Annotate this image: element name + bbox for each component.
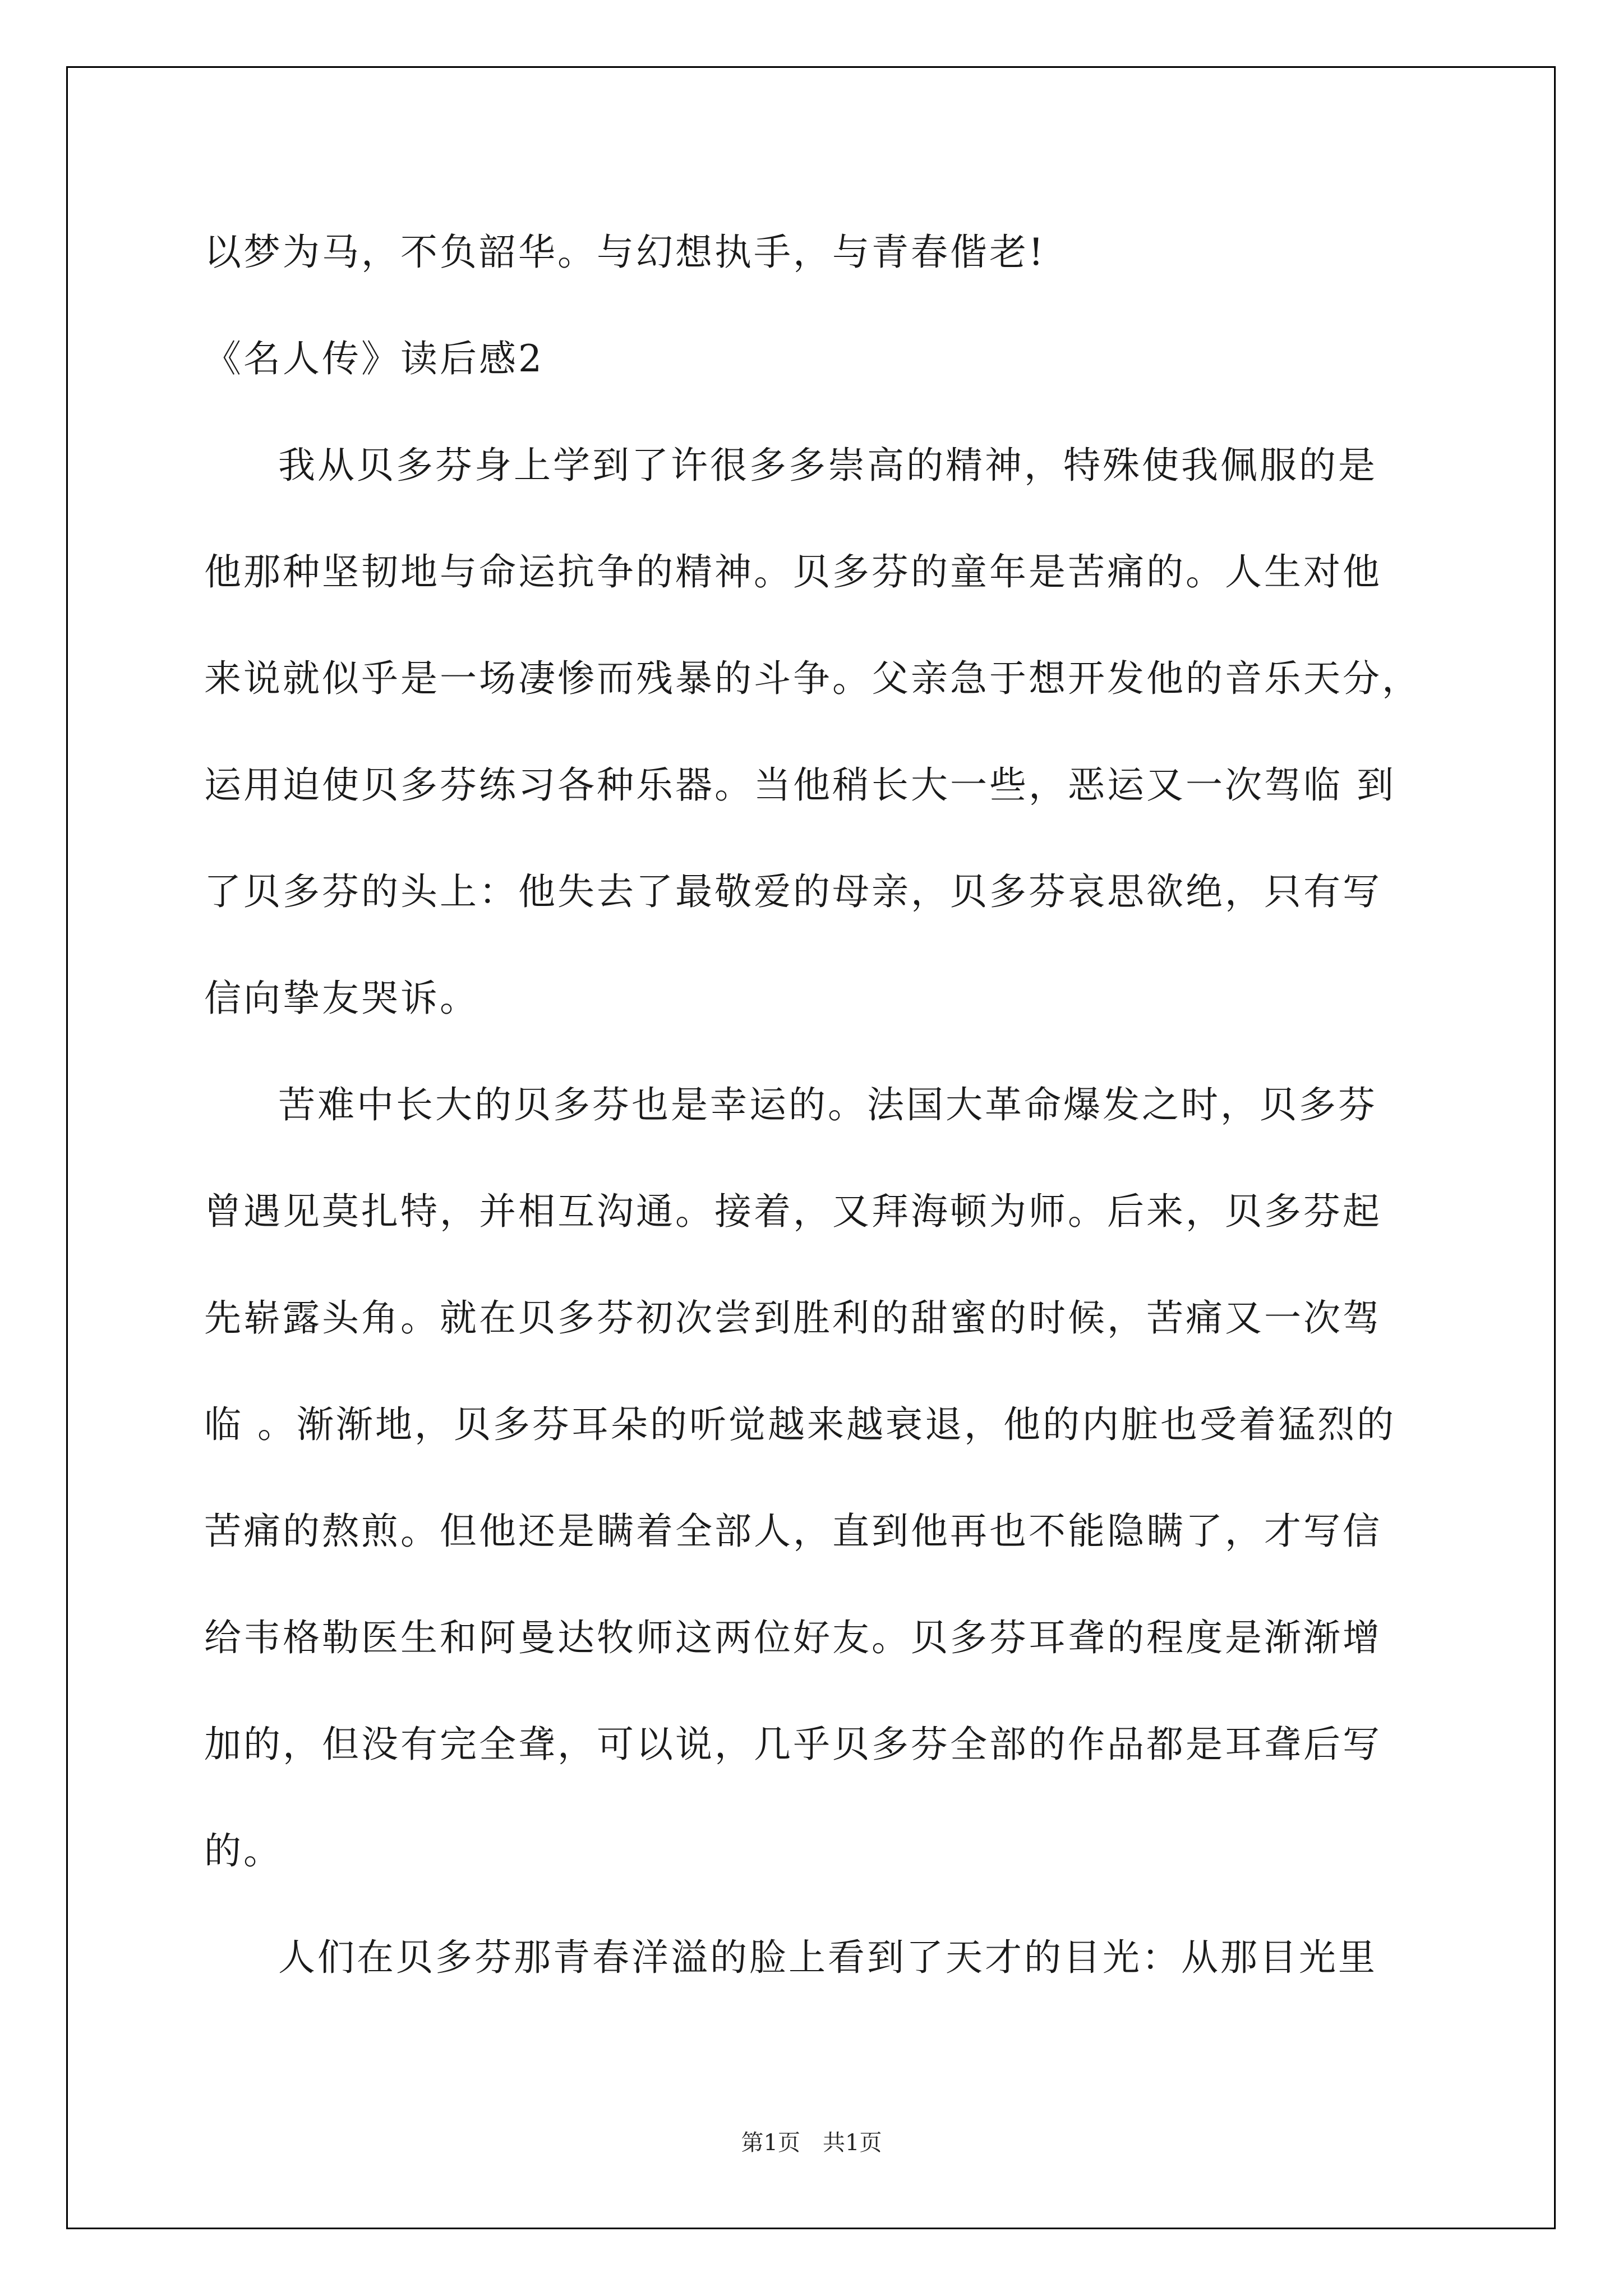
- paragraph-line: 苦痛的熬煎。但他还是瞒着全部人，直到他再也不能隐瞒了，才写信: [204, 1510, 1382, 1553]
- paragraph-line: 人们在贝多芬那青春洋溢的脸上看到了天才的目光：从那目光里: [278, 1936, 1377, 1979]
- paragraph-line: 信向挚友哭诉。: [204, 977, 479, 1020]
- text-line: 以梦为马，不负韶华。与幻想执手，与青春偕老!: [204, 231, 1046, 274]
- paragraph-line: 运用迫使贝多芬练习各种乐器。当他稍长大一些，恶运又一次驾临 到: [204, 763, 1396, 807]
- page-total: 共1页: [823, 2130, 882, 2156]
- paragraph-line: 的。: [204, 1829, 283, 1872]
- paragraph-line: 给韦格勒医生和阿曼达牧师这两位好友。贝多芬耳聋的程度是渐渐增: [204, 1616, 1382, 1659]
- paragraph-line: 曾遇见莫扎特，并相互沟通。接着，又拜海顿为师。后来，贝多芬起: [204, 1190, 1382, 1233]
- paragraph-line: 他那种坚韧地与命运抗争的精神。贝多芬的童年是苦痛的。人生对他: [204, 550, 1382, 593]
- paragraph-line: 临 。渐渐地，贝多芬耳朵的听觉越来越衰退，他的内脏也受着猛烈的: [204, 1403, 1396, 1446]
- document-body: [204, 199, 1432, 2011]
- section-title: 《名人传》读后感2: [204, 337, 544, 380]
- paragraph-line: 苦难中长大的贝多芬也是幸运的。法国大革命爆发之时，贝多芬: [278, 1083, 1377, 1126]
- page-number: 第1页: [741, 2130, 800, 2156]
- paragraph-line: 加的，但没有完全聋，可以说，几乎贝多芬全部的作品都是耳聋后写: [204, 1723, 1382, 1766]
- paragraph-line: 我从贝多芬身上学到了许很多多崇高的精神，特殊使我佩服的是: [278, 444, 1377, 487]
- paragraph-line: 了贝多芬的头上：他失去了最敬爱的母亲，贝多芬哀思欲绝，只有写: [204, 870, 1382, 913]
- page-footer: [0, 2126, 1623, 2160]
- paragraph-line: 先崭露头角。就在贝多芬初次尝到胜利的甜蜜的时候，苦痛又一次驾: [204, 1296, 1382, 1340]
- paragraph-line: 来说就似乎是一场凄惨而残暴的斗争。父亲急于想开发他的音乐天分，: [204, 657, 1421, 700]
